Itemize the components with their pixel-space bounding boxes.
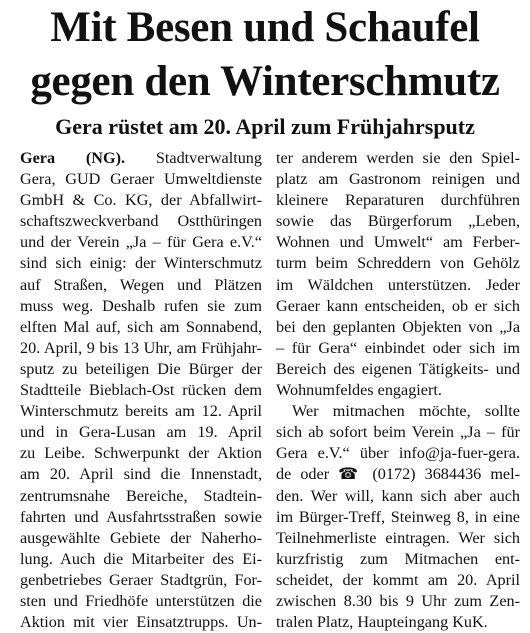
text-line: schaftszweckverband Ostthüringen — [20, 212, 262, 231]
dateline: Gera (NG). — [20, 149, 126, 167]
text-line: und der Verein „Ja – für Gera e.V.“ — [20, 233, 262, 252]
text-line: Geraer kann entscheiden, ob er sich — [276, 296, 520, 315]
text-line: zentrumsnahe Bereiche, Stadtein- — [20, 486, 262, 505]
text-line: Wohnen und Umwelt“ am Ferber- — [276, 233, 520, 252]
text-line: zwischen 8.30 bis 9 Uhr zum Zen- — [276, 591, 520, 610]
text-line: lung. Auch die Mitarbeiter des Ei- — [20, 549, 262, 568]
text-line: Wohnumfeldes engagiert. — [276, 381, 442, 400]
text-line: Wer mitmachen möchte, sollte — [292, 402, 520, 421]
text-line: Winterschmutz bereits am 12. April — [20, 402, 262, 421]
text-line: auf Straßen, Wegen und Plätzen — [20, 275, 262, 294]
text-line: den. Wer will, kann sich aber auch — [276, 486, 520, 505]
text-line: im Wäldchen unterstützen. Jeder — [276, 275, 520, 294]
text-line: fahrten und Ausfahrtsstraßen sowie — [20, 507, 262, 526]
text-line: de oder ☎ (0172) 3684436 mel- — [276, 465, 520, 484]
text-line: ausgewählte Gebiete der Naherho- — [20, 528, 262, 547]
text-line: sich ab sofort beim Verein „Ja – für — [276, 423, 520, 442]
text-line: scheidet, der kommt am 20. April — [276, 570, 520, 589]
text-line: elften Mal auf, sich am Sonnabend, — [20, 317, 262, 336]
text-line: sowie das Bürgerforum „Leben, — [276, 212, 520, 231]
text-line: Bereich des eigenen Tätigkeits- und — [276, 359, 520, 378]
text-line: 20. April, 9 bis 13 Uhr, am Frühjahr- — [20, 338, 262, 357]
article-column-left — [20, 148, 262, 633]
text-line: sten und Friedhöfe unterstützen die — [20, 591, 262, 610]
text-line: ter anderem werden sie den Spiel- — [276, 149, 520, 167]
text-line: zu Leibe. Schwerpunkt der Aktion — [20, 444, 262, 463]
text-line: GmbH & Co. KG, der Abfallwirt- — [20, 191, 262, 210]
text-line: Gera e.V.“ über info@ja-fuer-gera. — [276, 444, 520, 463]
headline-line-1: Mit Besen und Schaufel — [50, 4, 480, 51]
text-line: am 20. April sind die Innenstadt, — [20, 465, 262, 484]
text-line: muss weg. Deshalb rufen sie zum — [20, 296, 262, 315]
text-line: kurzfristig zum Mitmachen ent- — [276, 549, 520, 568]
text-line: platz am Gastronom reinigen und — [276, 170, 520, 189]
text-line: sputz zu beteiligen Die Bürger der — [20, 359, 262, 378]
text-line: und in Gera-Lusan am 19. April — [20, 423, 262, 442]
text-line: bei den geplanten Objekten von „Ja — [276, 317, 520, 336]
text-line — [20, 148, 262, 169]
text-line: im Bürger-Treff, Steinweg 8, in eine — [276, 507, 520, 526]
text-line: genbetriebes Geraer Stadtgrün, For- — [20, 570, 262, 589]
text-line: Aktion mit vier Einsatztrupps. Un- — [20, 613, 262, 632]
headline-line-2: gegen den Winterschmutz — [30, 58, 500, 105]
text-line: tralen Platz, Haupteingang KuK. — [276, 613, 488, 632]
text-line: turm beim Schreddern von Gehölz — [276, 254, 520, 273]
text-line: Teilnehmerliste eintragen. Wer sich — [276, 528, 520, 547]
text-fragment: Stadtverwaltung — [155, 149, 262, 167]
article-column-right — [276, 148, 520, 633]
text-line: – für Gera“ einbindet oder sich im — [276, 338, 520, 357]
text-line: Gera, GUD Geraer Umweltdienste — [20, 170, 262, 189]
text-line: Stadtteile Bieblach-Ost rücken dem — [20, 381, 262, 400]
subheadline: Gera rüstet am 20. April zum Frühjahrsputz — [55, 114, 475, 139]
text-line: kleinere Reparaturen durchführen — [276, 191, 520, 210]
text-line: sind sich einig: der Winterschmutz — [20, 254, 262, 273]
